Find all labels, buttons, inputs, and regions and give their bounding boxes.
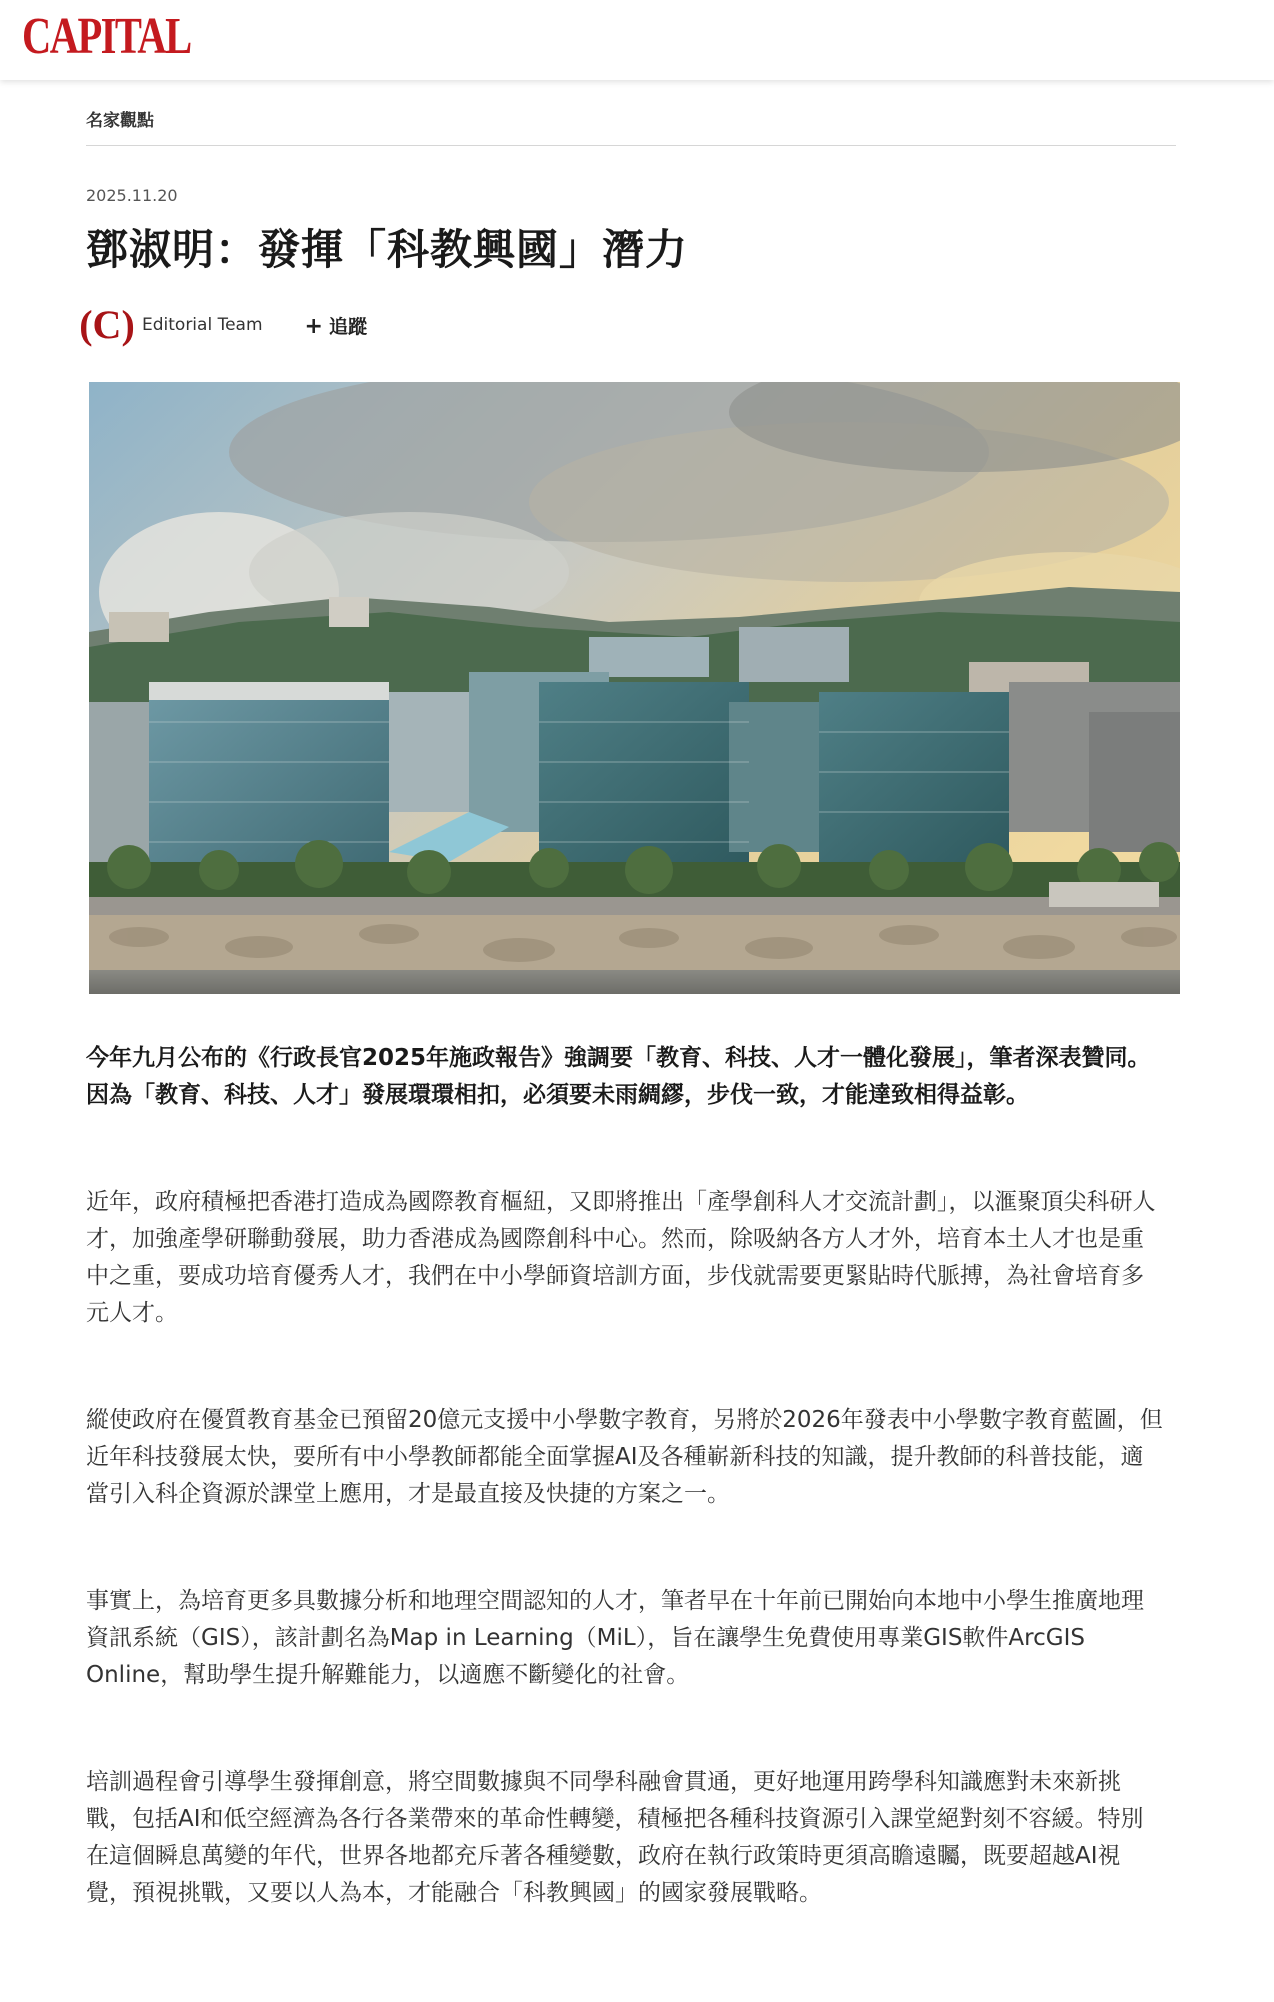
body-paragraph: 近年，政府積極把香港打造成為國際教育樞紐，又即將推出「產學創科人才交流計劃」，以滙聚頂尖科研人才，加強產學研聯動發展，助力香港成為國際創科中心。然而，除吸納各方人才外，培育本土人才也是重中之重，要成功培育優秀人才，我們在中小學師資培訓方面，步伐就需要更緊貼時代脈搏，為社會培育多元人才。 [86, 1189, 1156, 1326]
body-paragraph: 事實上，為培育更多具數據分析和地理空間認知的人才，筆者早在十年前已開始向本地中小學生推廣地理資訊系統（GIS），該計劃名為Map in Learning（MiL），旨在讓學生免費使用專業GIS軟件ArcGIS Online，幫助學生提升解難能力，以適應不斷變化的社會。 [86, 1588, 1144, 1688]
follow-label: 追蹤 [328, 315, 367, 338]
publish-date: 2025.11.20 [86, 186, 178, 205]
category-label[interactable]: 名家觀點 [86, 106, 1176, 146]
hero-image [89, 382, 1180, 994]
body-paragraph: 縱使政府在優質教育基金已預留20億元支援中小學數字教育，另將於2026年發表中小學數字教育藍圖，但近年科技發展太快，要所有中小學教師都能全面掌握AI及各種嶄新科技的知識，提升教師的科普技能，適當引入科企資源於課堂上應用，才是最直接及快捷的方案之一。 [86, 1407, 1163, 1507]
capital-logo[interactable]: CAPITAL [22, 8, 191, 65]
avatar[interactable]: (C) [79, 302, 135, 347]
author-name[interactable]: Editorial Team [142, 315, 263, 335]
author-row [79, 302, 1176, 347]
plus-icon: + [304, 313, 323, 339]
body-paragraph: 培訓過程會引導學生發揮創意，將空間數據與不同學科融會貫通，更好地運用跨學科知識應對未來新挑戰，包括AI和低空經濟為各行各業帶來的革命性轉變，積極把各種科技資源引入課堂絕對刻不容緩。特別在這個瞬息萬變的年代，世界各地都充斥著各種變數，政府在執行政策時更須高瞻遠矚，既要超越AI視覺，預視挑戰，又要以人為本，才能融合「科教興國」的國家發展戰略。 [86, 1769, 1144, 1906]
follow-button[interactable] [305, 312, 367, 339]
site-header [0, 0, 1274, 80]
page-title: 鄧淑明：發揮「科教興國」潛力 [86, 225, 689, 274]
article-header [79, 80, 1176, 347]
lead-paragraph: 今年九月公布的《行政長官2025年施政報告》強調要「教育、科技、人才一體化發展」，筆者深表贊同。因為「教育、科技、人才」發展環環相扣，必須要未雨綢繆，步伐一致，才能達致相得益彰。 [86, 1045, 1151, 1108]
article-body [86, 1040, 1166, 1982]
